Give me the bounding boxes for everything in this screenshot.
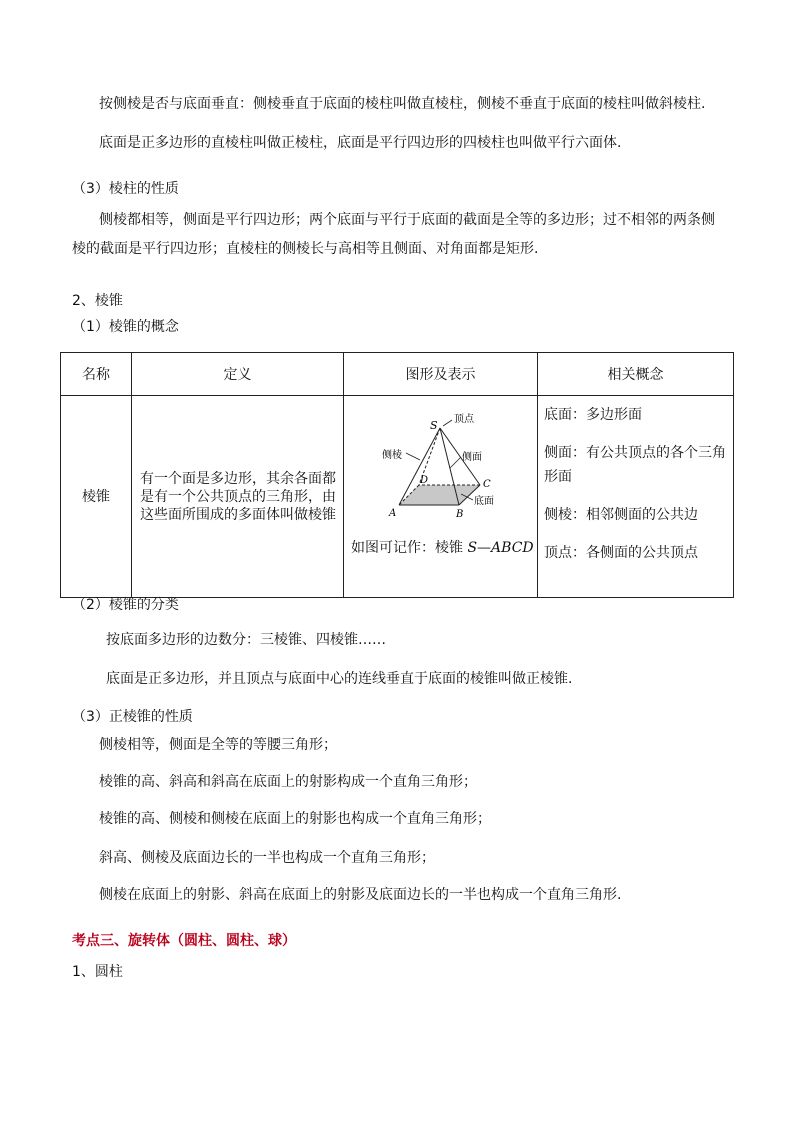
pyramid-concept-heading: （1）棱锥的概念 (72, 319, 179, 335)
header-related: 相关概念 (538, 353, 734, 396)
pyramid-heading: 2、棱锥 (72, 293, 123, 309)
related-base: 底面：多边形面 (544, 407, 642, 423)
header-figure: 图形及表示 (344, 353, 538, 396)
related-lateral-face-cont: 形面 (544, 469, 572, 485)
regular-pyramid-properties-heading: （3）正棱锥的性质 (72, 709, 193, 725)
label-D: D (420, 475, 429, 486)
prism-classification-line-1: 按侧棱是否与底面垂直：侧棱垂直于底面的棱柱叫做直棱柱，侧棱不垂直于底面的棱柱叫做斜棱柱. (99, 96, 706, 112)
label-lateral-edge: 侧棱 (382, 450, 402, 461)
regular-property-1: 侧棱相等，侧面是全等的等腰三角形； (99, 737, 337, 753)
label-C: C (483, 479, 491, 490)
section-3-sub-1: 1、圆柱 (72, 964, 123, 980)
prism-properties-text-2: 棱的截面是平行四边形；直棱柱的侧棱长与高相等且侧面、对角面都是矩形. (72, 241, 539, 257)
header-definition: 定义 (132, 353, 344, 396)
cell-figure (344, 396, 538, 598)
prism-classification-line-2: 底面是正多边形的直棱柱叫做正棱柱，底面是平行四边形的四棱柱也叫做平行六面体. (99, 135, 622, 151)
leader-apex (443, 420, 452, 426)
table-row (61, 396, 734, 598)
label-A: A (389, 508, 397, 519)
figure-caption (351, 539, 534, 557)
related-apex: 顶点：各侧面的公共顶点 (544, 545, 698, 561)
header-name: 名称 (61, 353, 132, 396)
label-S: S (430, 419, 438, 432)
prism-properties-heading: （3）棱柱的性质 (72, 181, 179, 197)
label-lateral-face: 侧面 (462, 452, 482, 463)
pyramid-figure (344, 396, 538, 526)
pyramid-classification-line-2: 底面是正多边形，并且顶点与底面中心的连线垂直于底面的棱锥叫做正棱锥. (106, 671, 573, 687)
regular-property-2: 棱锥的高、斜高和斜高在底面上的射影构成一个直角三角形； (99, 774, 477, 790)
section-3-heading: 考点三、旋转体（圆柱、圆柱、球） (72, 933, 296, 949)
pyramid-classification-line-1: 按底面多边形的边数分：三棱锥、四棱锥…… (106, 632, 386, 648)
regular-property-3: 棱锥的高、侧棱和侧棱在底面上的射影也构成一个直角三角形； (99, 811, 491, 827)
pyramid-classification-heading: （2）棱锥的分类 (72, 597, 179, 613)
related-lateral-face: 侧面：有公共顶点的各个三角 (544, 445, 726, 461)
caption-notation: S—ABCD (467, 540, 534, 556)
label-apex: 顶点 (454, 414, 474, 425)
cell-name: 棱锥 (61, 396, 132, 598)
cell-related (538, 396, 734, 598)
related-lateral-edge: 侧棱：相邻侧面的公共边 (544, 507, 698, 523)
regular-property-4: 斜高、侧棱及底面边长的一半也构成一个直角三角形； (99, 850, 435, 866)
regular-property-5: 侧棱在底面上的射影、斜高在底面上的射影及底面边长的一半也构成一个直角三角形. (99, 887, 622, 903)
prism-properties-text-1: 侧棱都相等，侧面是平行四边形；两个底面与平行于底面的截面是全等的多边形；过不相邻的两条侧 (99, 212, 715, 228)
pyramid-concept-table (60, 352, 734, 598)
cell-definition: 有一个面是多边形，其余各面都是有一个公共顶点的三角形，由这些面所围成的多面体叫做棱锥 (132, 396, 344, 598)
caption-prefix: 如图可记作：棱锥 (351, 540, 468, 556)
label-base: 底面 (474, 496, 494, 507)
label-B: B (456, 509, 464, 520)
table-header-row (61, 353, 734, 396)
leader-lateral-face (450, 457, 461, 468)
pyramid-base-shade (399, 485, 480, 505)
leader-lateral-edge (406, 453, 420, 460)
